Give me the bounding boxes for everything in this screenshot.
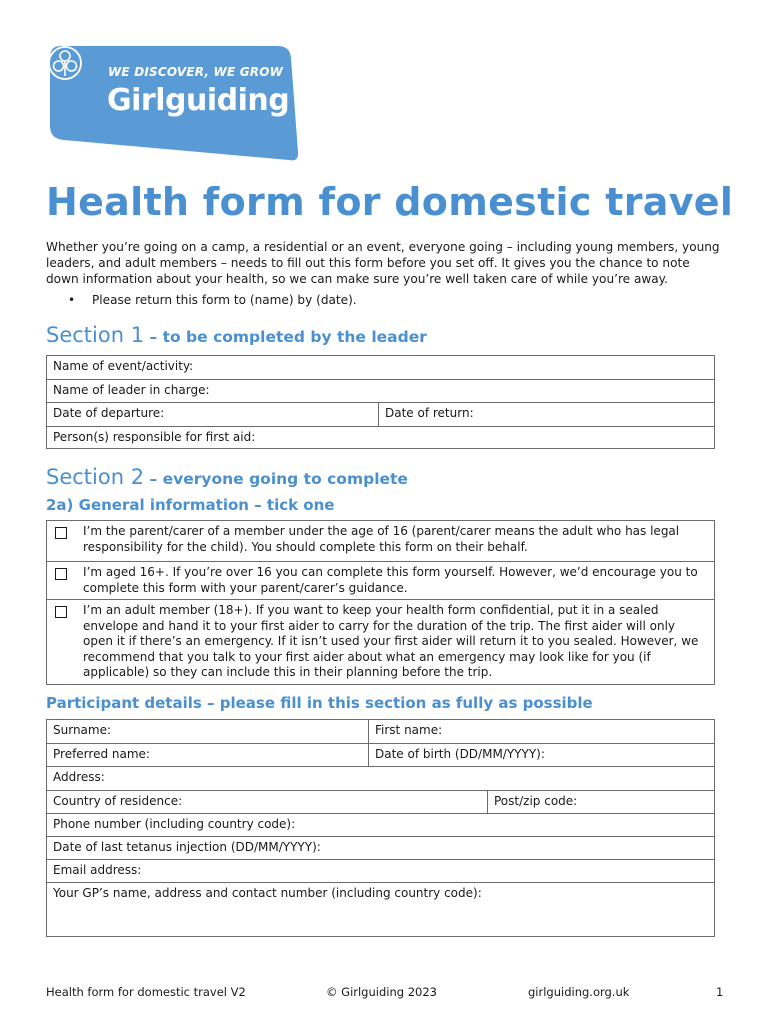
checkbox-adult-member[interactable] [55,606,67,618]
section1-label: Section 1 [46,323,145,347]
departure-date-field[interactable]: Date of departure: [53,406,165,420]
checkbox-parent-carer[interactable] [55,527,67,539]
table-row [47,859,714,882]
table-row [47,426,714,448]
section1-heading [46,320,427,348]
tetanus-date-field[interactable]: Date of last tetanus injection (DD/MM/YYYY): [53,840,321,854]
section2-heading [46,462,408,490]
trefoil-icon [46,44,84,82]
table-row [47,836,714,859]
section1-table [46,355,715,449]
participant-note: – please fill in this section as fully as possible [201,694,593,712]
first-name-field[interactable]: First name: [368,720,714,743]
table-row [47,379,714,402]
option-parent-carer [47,521,714,561]
option-aged-16 [47,561,714,599]
intro-paragraph: Whether you’re going on a camp, a residential or an event, everyone going – including young members, young leaders, and adult members – needs to fill out this form before you set off. It gives you the chance to note down information about your health, so we can make sure you’re well taken care of while you’re away. [46,240,720,287]
table-row [47,720,714,743]
preferred-name-field[interactable]: Preferred name: [53,747,150,761]
table-row [47,356,714,379]
logo-wordmark: Girlguiding [107,83,290,118]
email-field[interactable]: Email address: [53,863,142,877]
option-text: I’m an adult member (18+). If you want to keep your health form confidential, put it in a sealed envelope and hand it to your first aider to carry for the duration of the trip. The first aider will only open it if there’s an emergency. If it isn’t used your first aider will return it to you sealed. However, we recommend that you talk to your first aider about what an emergency may look like for you (if applicable) so they can include this in their planning before the trip. [83,603,699,680]
event-name-field[interactable]: Name of event/activity: [53,359,194,373]
table-row [47,790,714,813]
table-row [47,743,714,766]
option-text: I’m the parent/carer of a member under the age of 16 (parent/carer means the adult who has legal responsibility for the child). You should complete this form on their behalf. [83,524,680,554]
footer-website-link[interactable]: girlguiding.org.uk [528,985,630,999]
girlguiding-logo [46,44,300,164]
bullet-dot: • [68,293,76,307]
participant-table [46,719,715,937]
table-row [47,766,714,790]
option-adult-member [47,599,714,684]
table-row [47,882,714,936]
section2-label: Section 2 [46,465,145,489]
date-of-birth-field[interactable]: Date of birth (DD/MM/YYYY): [368,744,714,766]
footer-document-name: Health form for domestic travel V2 [46,985,246,999]
gp-details-field[interactable]: Your GP’s name, address and contact number (including country code): [53,886,482,900]
general-info-table [46,520,715,685]
phone-field[interactable]: Phone number (including country code): [53,817,296,831]
return-date-field[interactable]: Date of return: [378,403,714,426]
leader-name-field[interactable]: Name of leader in charge: [53,383,210,397]
table-row [47,813,714,836]
general-info-heading [46,496,334,514]
return-instruction-text: Please return this form to (name) by (date). [92,293,357,307]
address-field[interactable]: Address: [53,770,105,784]
checkbox-aged-16[interactable] [55,568,67,580]
footer-copyright: © Girlguiding 2023 [326,985,437,999]
option-text: I’m aged 16+. If you’re over 16 you can complete this form yourself. However, we’d encourage you to complete this form with your parent/carer’s guidance. [83,565,698,595]
section2-note: – everyone going to complete [144,470,408,488]
section1-note: – to be completed by the leader [144,328,427,346]
first-aid-field[interactable]: Person(s) responsible for first aid: [53,430,256,444]
footer-page-number: 1 [716,985,724,999]
table-row [47,402,714,426]
participant-heading [46,694,593,712]
surname-field[interactable]: Surname: [53,723,112,737]
general-info-heading-text: 2a) General information – tick one [46,496,335,514]
postcode-field[interactable]: Post/zip code: [487,791,714,813]
page-title: Health form for domestic travel [46,180,734,224]
logo-tagline: WE DISCOVER, WE GROW [108,65,284,79]
country-field[interactable]: Country of residence: [53,794,183,808]
participant-heading-text: Participant details [46,694,202,712]
